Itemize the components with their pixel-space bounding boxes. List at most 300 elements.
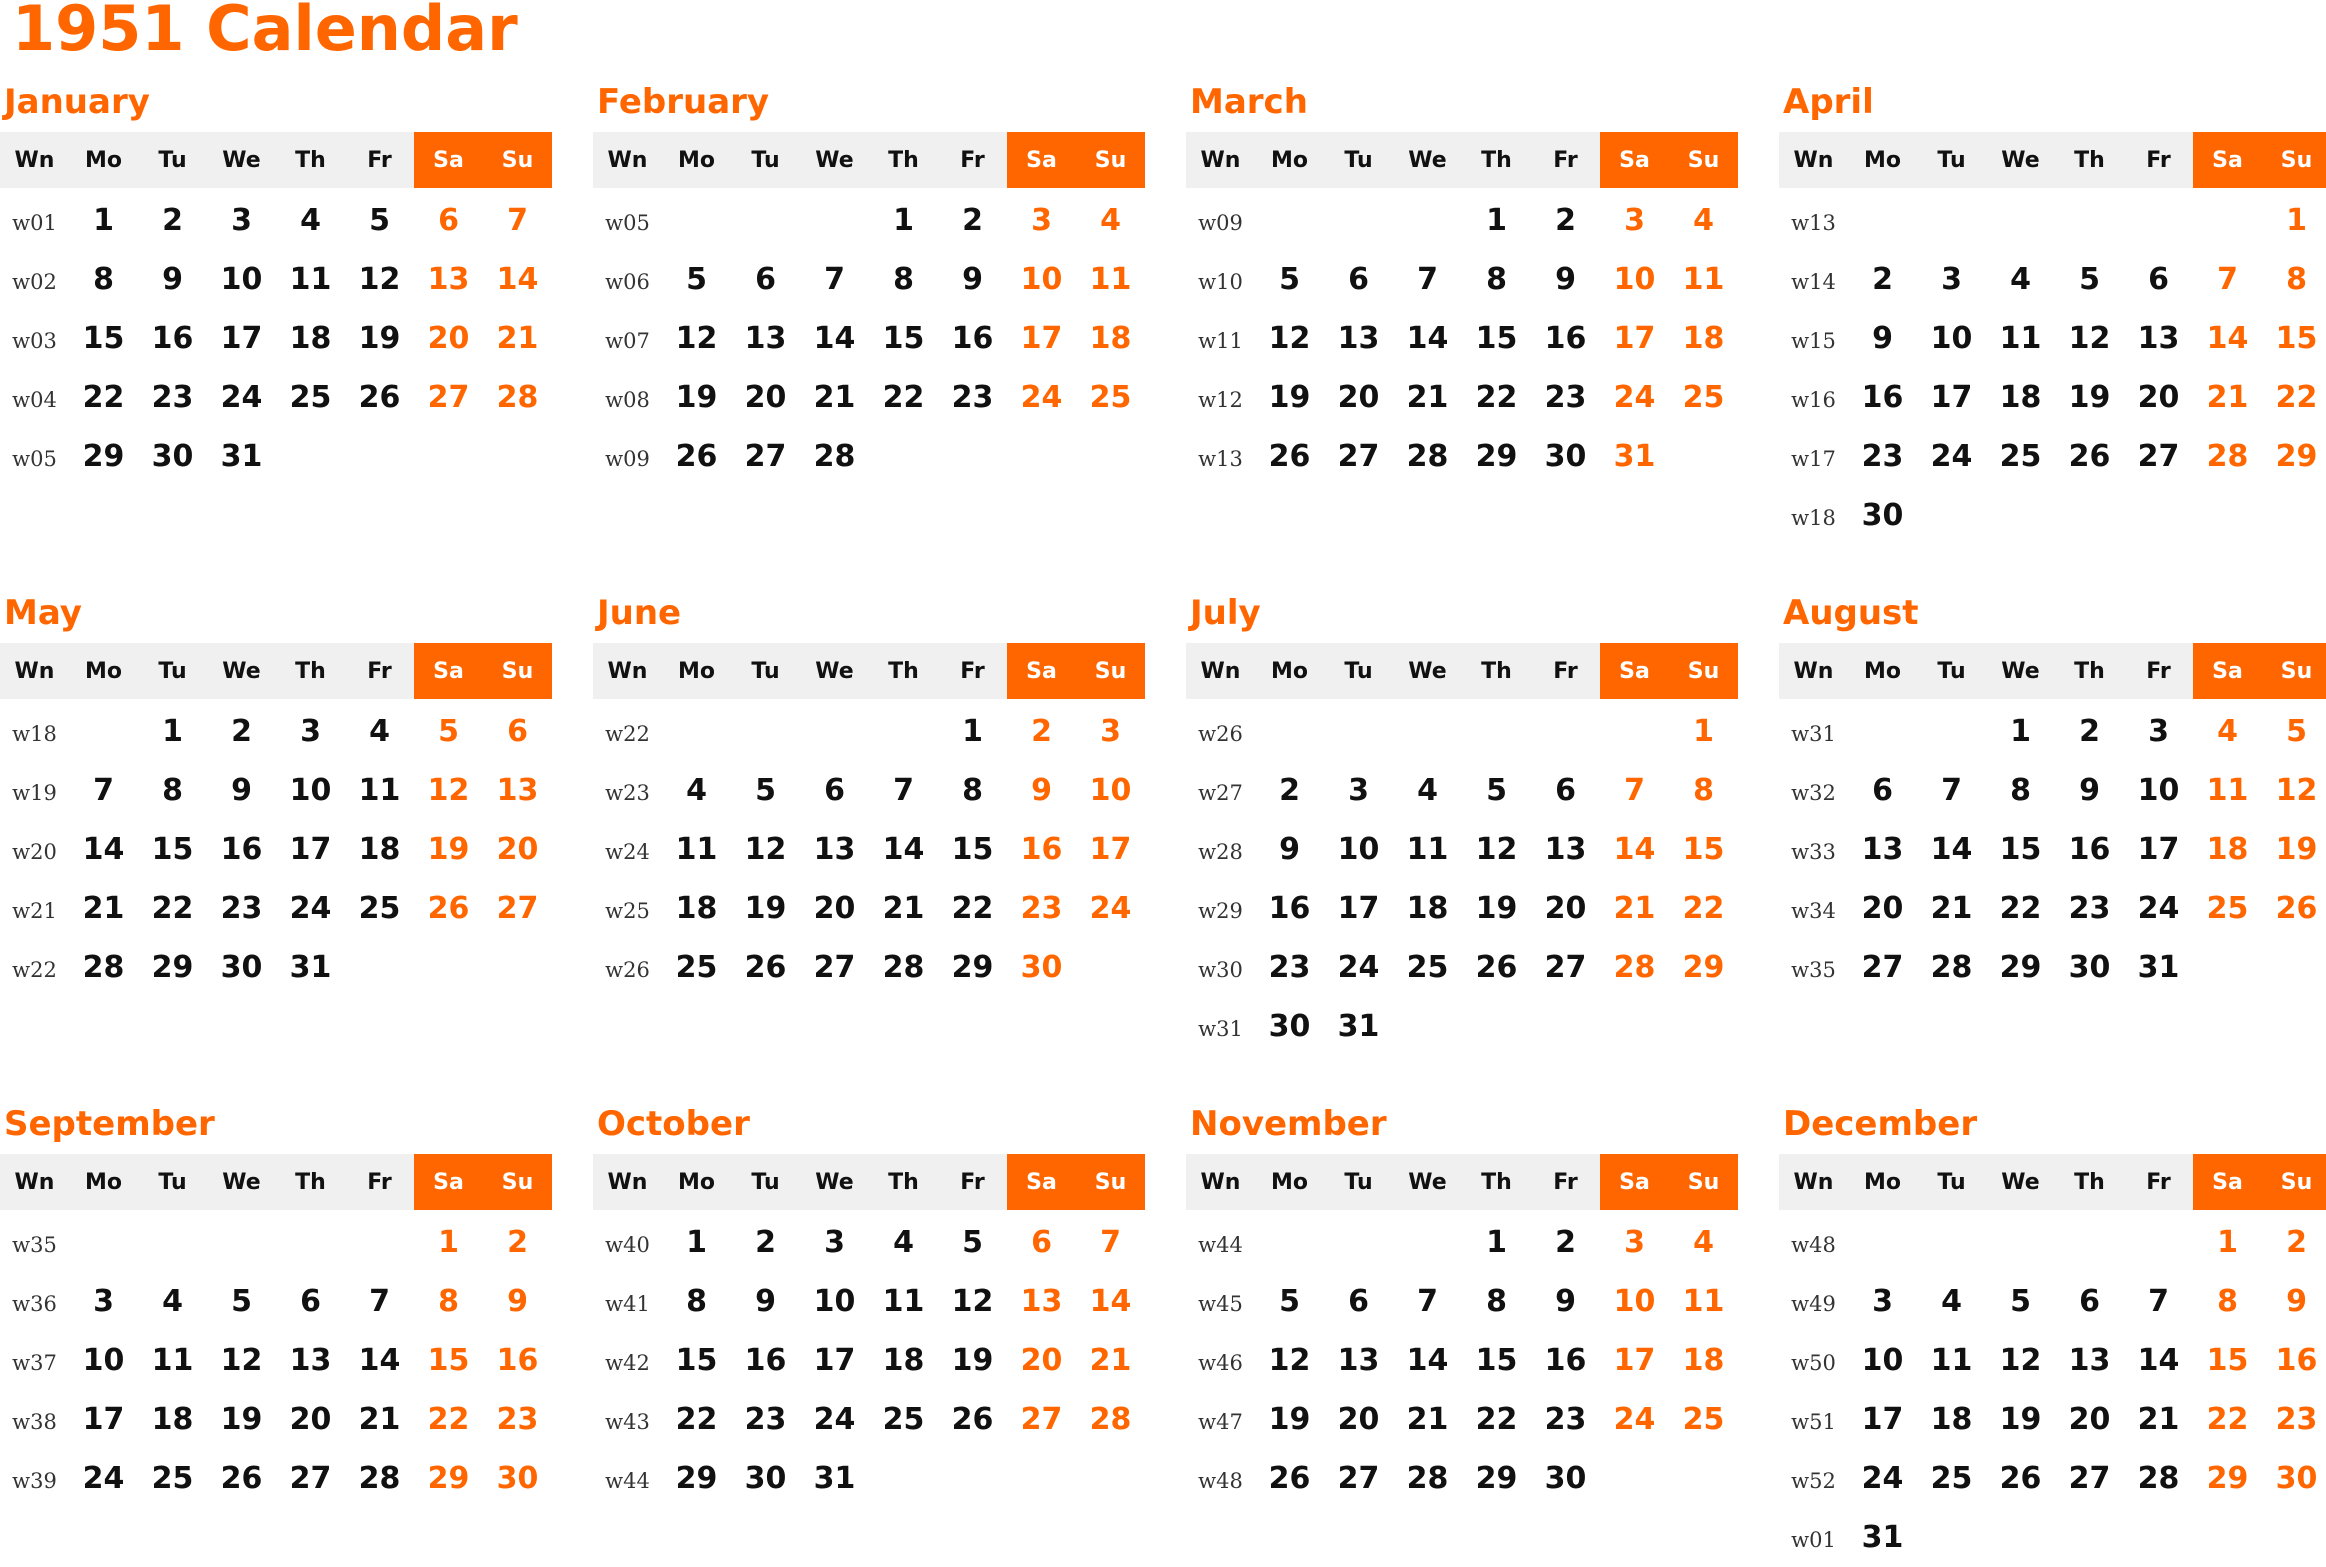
empty-cell [1462, 702, 1531, 761]
day-cell: 10 [1089, 773, 1132, 808]
empty-cell [1393, 997, 1462, 1056]
day-cell: 7 [893, 773, 914, 808]
day-cell: 27 [1861, 950, 1904, 985]
day-cell: 14 [2206, 321, 2249, 356]
weekday-header-fr: Fr [938, 643, 1007, 699]
empty-cell [662, 702, 731, 761]
week-number: w46 [1198, 1350, 1243, 1375]
day-cell: 21 [882, 891, 925, 926]
day-cell: 5 [1279, 262, 1300, 297]
day-cell: 22 [82, 380, 125, 415]
empty-cell [2124, 1213, 2193, 1272]
day-cell: 4 [1693, 203, 1714, 238]
day-cell: 27 [1337, 1461, 1380, 1496]
day-cell: 9 [1872, 321, 1893, 356]
day-cell: 2 [1872, 262, 1893, 297]
month-name: June [597, 593, 682, 633]
day-cell: 21 [82, 891, 125, 926]
day-cell: 16 [2275, 1343, 2318, 1378]
day-cell: 26 [1268, 1461, 1311, 1496]
weekday-header-tu: Tu [731, 643, 800, 699]
day-cell: 15 [2206, 1343, 2249, 1378]
weekday-header-th: Th [869, 1154, 938, 1210]
day-cell: 28 [358, 1461, 401, 1496]
day-cell: 8 [2286, 262, 2307, 297]
day-cell: 2 [162, 203, 183, 238]
day-cell: 1 [1486, 1225, 1507, 1260]
day-cell: 21 [1406, 1402, 1449, 1437]
day-cell: 7 [1417, 1284, 1438, 1319]
day-cell: 1 [893, 203, 914, 238]
empty-cell [2124, 191, 2193, 250]
weekday-header-we: We [1393, 643, 1462, 699]
day-cell: 9 [507, 1284, 528, 1319]
day-cell: 4 [1100, 203, 1121, 238]
weekday-header-sa: Sa [2193, 643, 2262, 699]
day-cell: 27 [744, 439, 787, 474]
month-name: October [597, 1104, 750, 1144]
weekday-header-mo: Mo [1255, 643, 1324, 699]
day-cell: 22 [951, 891, 994, 926]
day-cell: 7 [1941, 773, 1962, 808]
day-cell: 6 [1348, 262, 1369, 297]
day-cell: 13 [1337, 1343, 1380, 1378]
day-cell: 6 [824, 773, 845, 808]
day-cell: 5 [1486, 773, 1507, 808]
month-name: November [1190, 1104, 1387, 1144]
day-cell: 12 [1475, 832, 1518, 867]
day-cell: 8 [162, 773, 183, 808]
day-cell: 4 [162, 1284, 183, 1319]
day-cell: 15 [2275, 321, 2318, 356]
weekday-header-th: Th [276, 132, 345, 188]
day-cell: 4 [369, 714, 390, 749]
day-cell: 31 [2137, 950, 2180, 985]
day-cell: 23 [2275, 1402, 2318, 1437]
weekday-header-we: We [1986, 132, 2055, 188]
day-cell: 12 [2275, 773, 2318, 808]
week-number: w13 [1198, 446, 1243, 471]
empty-cell [938, 1449, 1007, 1508]
day-cell: 18 [882, 1343, 925, 1378]
empty-cell [2124, 486, 2193, 545]
day-cell: 1 [2010, 714, 2031, 749]
day-cell: 9 [755, 1284, 776, 1319]
day-cell: 17 [1861, 1402, 1904, 1437]
weekday-header-mo: Mo [69, 1154, 138, 1210]
empty-cell [414, 427, 483, 486]
day-cell: 18 [1682, 321, 1725, 356]
empty-cell [1848, 1213, 1917, 1272]
day-cell: 27 [2068, 1461, 2111, 1496]
day-cell: 16 [151, 321, 194, 356]
day-cell: 16 [1020, 832, 1063, 867]
weekday-header-mo: Mo [69, 132, 138, 188]
day-cell: 25 [882, 1402, 925, 1437]
day-cell: 14 [1930, 832, 1973, 867]
day-cell: 18 [1406, 891, 1449, 926]
empty-cell [138, 1213, 207, 1272]
week-number: w50 [1791, 1350, 1836, 1375]
day-cell: 10 [1613, 262, 1656, 297]
day-cell: 12 [220, 1343, 263, 1378]
day-cell: 1 [438, 1225, 459, 1260]
weekday-header-fr: Fr [2124, 132, 2193, 188]
weekday-header-we: We [1986, 1154, 2055, 1210]
weekday-header-wn: Wn [0, 643, 69, 699]
day-cell: 2 [1555, 1225, 1576, 1260]
day-cell: 22 [1475, 1402, 1518, 1437]
day-cell: 19 [675, 380, 718, 415]
month-grid [593, 643, 1145, 997]
weekday-header-sa: Sa [414, 1154, 483, 1210]
day-cell: 28 [1406, 1461, 1449, 1496]
day-cell: 17 [1613, 1343, 1656, 1378]
day-cell: 22 [427, 1402, 470, 1437]
weekday-header-mo: Mo [1255, 132, 1324, 188]
day-cell: 18 [2206, 832, 2249, 867]
empty-cell [1076, 1449, 1145, 1508]
empty-cell [2262, 1508, 2326, 1567]
day-cell: 19 [220, 1402, 263, 1437]
weekday-header-we: We [207, 643, 276, 699]
day-cell: 9 [1555, 1284, 1576, 1319]
day-cell: 27 [289, 1461, 332, 1496]
day-cell: 8 [1486, 262, 1507, 297]
empty-cell [1600, 702, 1669, 761]
day-cell: 27 [427, 380, 470, 415]
day-cell: 3 [300, 714, 321, 749]
day-cell: 20 [813, 891, 856, 926]
day-cell: 7 [369, 1284, 390, 1319]
day-cell: 5 [962, 1225, 983, 1260]
week-number: w32 [1791, 780, 1836, 805]
day-cell: 25 [289, 380, 332, 415]
day-cell: 30 [1544, 1461, 1587, 1496]
day-cell: 8 [1693, 773, 1714, 808]
day-cell: 10 [1020, 262, 1063, 297]
weekday-header-wn: Wn [593, 643, 662, 699]
weekday-header-wn: Wn [1186, 1154, 1255, 1210]
day-cell: 14 [1089, 1284, 1132, 1319]
week-number: w49 [1791, 1291, 1836, 1316]
weekday-header-wn: Wn [593, 1154, 662, 1210]
day-cell: 18 [151, 1402, 194, 1437]
day-cell: 25 [358, 891, 401, 926]
day-cell: 19 [1475, 891, 1518, 926]
empty-cell [1324, 1213, 1393, 1272]
day-cell: 3 [824, 1225, 845, 1260]
day-cell: 13 [744, 321, 787, 356]
day-cell: 15 [675, 1343, 718, 1378]
day-cell: 14 [82, 832, 125, 867]
day-cell: 12 [1268, 321, 1311, 356]
day-cell: 28 [2137, 1461, 2180, 1496]
day-cell: 11 [675, 832, 718, 867]
day-cell: 1 [686, 1225, 707, 1260]
empty-cell [1076, 938, 1145, 997]
day-cell: 20 [1337, 380, 1380, 415]
weekday-header-su: Su [1076, 643, 1145, 699]
empty-cell [1393, 1213, 1462, 1272]
day-cell: 10 [82, 1343, 125, 1378]
weekday-header-sa: Sa [414, 132, 483, 188]
week-number: w18 [12, 721, 57, 746]
empty-cell [869, 1449, 938, 1508]
day-cell: 13 [2137, 321, 2180, 356]
day-cell: 14 [496, 262, 539, 297]
empty-cell [2193, 191, 2262, 250]
day-cell: 22 [1682, 891, 1725, 926]
weekday-header-we: We [207, 1154, 276, 1210]
day-cell: 9 [962, 262, 983, 297]
empty-cell [1986, 1508, 2055, 1567]
weekday-header-wn: Wn [0, 132, 69, 188]
weekday-header-th: Th [276, 643, 345, 699]
day-cell: 30 [496, 1461, 539, 1496]
week-number: w01 [1791, 1527, 1836, 1552]
empty-cell [69, 702, 138, 761]
weekday-header-wn: Wn [1779, 643, 1848, 699]
empty-cell [345, 427, 414, 486]
empty-cell [1669, 1449, 1738, 1508]
day-cell: 21 [1613, 891, 1656, 926]
empty-cell [483, 427, 552, 486]
empty-cell [1917, 1508, 1986, 1567]
weekday-header-we: We [800, 643, 869, 699]
day-cell: 11 [289, 262, 332, 297]
day-cell: 17 [1930, 380, 1973, 415]
weekday-header-mo: Mo [69, 643, 138, 699]
day-cell: 24 [289, 891, 332, 926]
day-cell: 19 [427, 832, 470, 867]
day-cell: 4 [300, 203, 321, 238]
day-cell: 31 [1613, 439, 1656, 474]
day-cell: 12 [2068, 321, 2111, 356]
empty-cell [869, 702, 938, 761]
empty-cell [1255, 702, 1324, 761]
day-cell: 21 [358, 1402, 401, 1437]
day-cell: 7 [824, 262, 845, 297]
day-cell: 4 [1941, 1284, 1962, 1319]
day-cell: 30 [2068, 950, 2111, 985]
day-cell: 10 [1613, 1284, 1656, 1319]
weekday-header-sa: Sa [1600, 1154, 1669, 1210]
day-cell: 6 [507, 714, 528, 749]
day-cell: 6 [1555, 773, 1576, 808]
day-cell: 27 [2137, 439, 2180, 474]
day-cell: 27 [1020, 1402, 1063, 1437]
weekday-header-th: Th [2055, 1154, 2124, 1210]
weekday-header-we: We [800, 1154, 869, 1210]
day-cell: 7 [2148, 1284, 2169, 1319]
week-number: w28 [1198, 839, 1243, 864]
day-cell: 30 [1861, 498, 1904, 533]
weekday-header-mo: Mo [1848, 132, 1917, 188]
weekday-header-su: Su [1076, 132, 1145, 188]
day-cell: 28 [813, 439, 856, 474]
day-cell: 15 [1475, 1343, 1518, 1378]
day-cell: 21 [1089, 1343, 1132, 1378]
empty-cell [414, 938, 483, 997]
day-cell: 23 [2068, 891, 2111, 926]
day-cell: 18 [1999, 380, 2042, 415]
day-cell: 1 [1693, 714, 1714, 749]
empty-cell [345, 938, 414, 997]
day-cell: 20 [427, 321, 470, 356]
weekday-header-sa: Sa [2193, 1154, 2262, 1210]
day-cell: 23 [1544, 1402, 1587, 1437]
day-cell: 5 [231, 1284, 252, 1319]
day-cell: 17 [1337, 891, 1380, 926]
day-cell: 17 [2137, 832, 2180, 867]
day-cell: 22 [882, 380, 925, 415]
weekday-header-tu: Tu [1324, 1154, 1393, 1210]
day-cell: 19 [951, 1343, 994, 1378]
empty-cell [1007, 1449, 1076, 1508]
day-cell: 20 [2137, 380, 2180, 415]
week-number: w41 [605, 1291, 650, 1316]
week-number: w51 [1791, 1409, 1836, 1434]
day-cell: 17 [289, 832, 332, 867]
weekday-header-su: Su [1669, 1154, 1738, 1210]
weekday-header-su: Su [1669, 643, 1738, 699]
weekday-header-su: Su [483, 1154, 552, 1210]
empty-cell [1917, 1213, 1986, 1272]
day-cell: 12 [358, 262, 401, 297]
day-cell: 15 [882, 321, 925, 356]
day-cell: 18 [675, 891, 718, 926]
empty-cell [731, 191, 800, 250]
weekday-header-th: Th [2055, 132, 2124, 188]
day-cell: 3 [1872, 1284, 1893, 1319]
month-name: September [4, 1104, 215, 1144]
empty-cell [345, 1213, 414, 1272]
weekday-header-fr: Fr [938, 132, 1007, 188]
empty-cell [1531, 702, 1600, 761]
day-cell: 26 [951, 1402, 994, 1437]
day-cell: 5 [1279, 1284, 1300, 1319]
weekday-header-we: We [1393, 132, 1462, 188]
empty-cell [1393, 702, 1462, 761]
day-cell: 3 [1031, 203, 1052, 238]
day-cell: 19 [744, 891, 787, 926]
day-cell: 6 [755, 262, 776, 297]
month-name: August [1783, 593, 1919, 633]
week-number: w31 [1198, 1016, 1243, 1041]
day-cell: 22 [2206, 1402, 2249, 1437]
day-cell: 29 [427, 1461, 470, 1496]
day-cell: 1 [962, 714, 983, 749]
day-cell: 2 [962, 203, 983, 238]
day-cell: 23 [496, 1402, 539, 1437]
week-number: w20 [12, 839, 57, 864]
day-cell: 25 [1930, 1461, 1973, 1496]
day-cell: 21 [1406, 380, 1449, 415]
day-cell: 29 [951, 950, 994, 985]
week-number: w43 [605, 1409, 650, 1434]
day-cell: 10 [220, 262, 263, 297]
empty-cell [2193, 938, 2262, 997]
day-cell: 26 [1999, 1461, 2042, 1496]
day-cell: 7 [2217, 262, 2238, 297]
day-cell: 7 [1100, 1225, 1121, 1260]
day-cell: 25 [2206, 891, 2249, 926]
day-cell: 13 [427, 262, 470, 297]
week-number: w07 [605, 328, 650, 353]
day-cell: 4 [686, 773, 707, 808]
empty-cell [2055, 1213, 2124, 1272]
weekday-header-mo: Mo [662, 1154, 731, 1210]
day-cell: 28 [1406, 439, 1449, 474]
day-cell: 16 [1544, 321, 1587, 356]
weekday-header-fr: Fr [2124, 1154, 2193, 1210]
day-cell: 21 [2137, 1402, 2180, 1437]
day-cell: 20 [1337, 1402, 1380, 1437]
weekday-header-fr: Fr [2124, 643, 2193, 699]
day-cell: 28 [1613, 950, 1656, 985]
day-cell: 11 [1682, 1284, 1725, 1319]
week-number: w36 [12, 1291, 57, 1316]
day-cell: 20 [2068, 1402, 2111, 1437]
day-cell: 3 [1941, 262, 1962, 297]
month-grid [1779, 643, 2326, 997]
day-cell: 29 [151, 950, 194, 985]
day-cell: 20 [496, 832, 539, 867]
day-cell: 4 [1417, 773, 1438, 808]
day-cell: 29 [82, 439, 125, 474]
week-number: w02 [12, 269, 57, 294]
day-cell: 9 [2286, 1284, 2307, 1319]
weekday-header-fr: Fr [1531, 643, 1600, 699]
day-cell: 26 [744, 950, 787, 985]
day-cell: 14 [882, 832, 925, 867]
day-cell: 8 [93, 262, 114, 297]
day-cell: 24 [220, 380, 263, 415]
day-cell: 16 [2068, 832, 2111, 867]
week-number: w09 [605, 446, 650, 471]
empty-cell [1669, 427, 1738, 486]
week-number: w38 [12, 1409, 57, 1434]
day-cell: 12 [1268, 1343, 1311, 1378]
week-number: w18 [1791, 505, 1836, 530]
empty-cell [1917, 191, 1986, 250]
empty-cell [1848, 191, 1917, 250]
day-cell: 5 [2286, 714, 2307, 749]
week-number: w06 [605, 269, 650, 294]
empty-cell [1986, 191, 2055, 250]
day-cell: 11 [1089, 262, 1132, 297]
day-cell: 11 [151, 1343, 194, 1378]
day-cell: 6 [1031, 1225, 1052, 1260]
day-cell: 1 [2217, 1225, 2238, 1260]
day-cell: 7 [1417, 262, 1438, 297]
weekday-header-fr: Fr [345, 132, 414, 188]
weekday-header-tu: Tu [731, 132, 800, 188]
week-number: w52 [1791, 1468, 1836, 1493]
day-cell: 12 [744, 832, 787, 867]
empty-cell [2055, 486, 2124, 545]
day-cell: 26 [675, 439, 718, 474]
day-cell: 15 [951, 832, 994, 867]
day-cell: 19 [2068, 380, 2111, 415]
week-number: w35 [12, 1232, 57, 1257]
day-cell: 19 [1999, 1402, 2042, 1437]
day-cell: 1 [162, 714, 183, 749]
day-cell: 24 [1337, 950, 1380, 985]
day-cell: 2 [231, 714, 252, 749]
weekday-header-fr: Fr [938, 1154, 1007, 1210]
